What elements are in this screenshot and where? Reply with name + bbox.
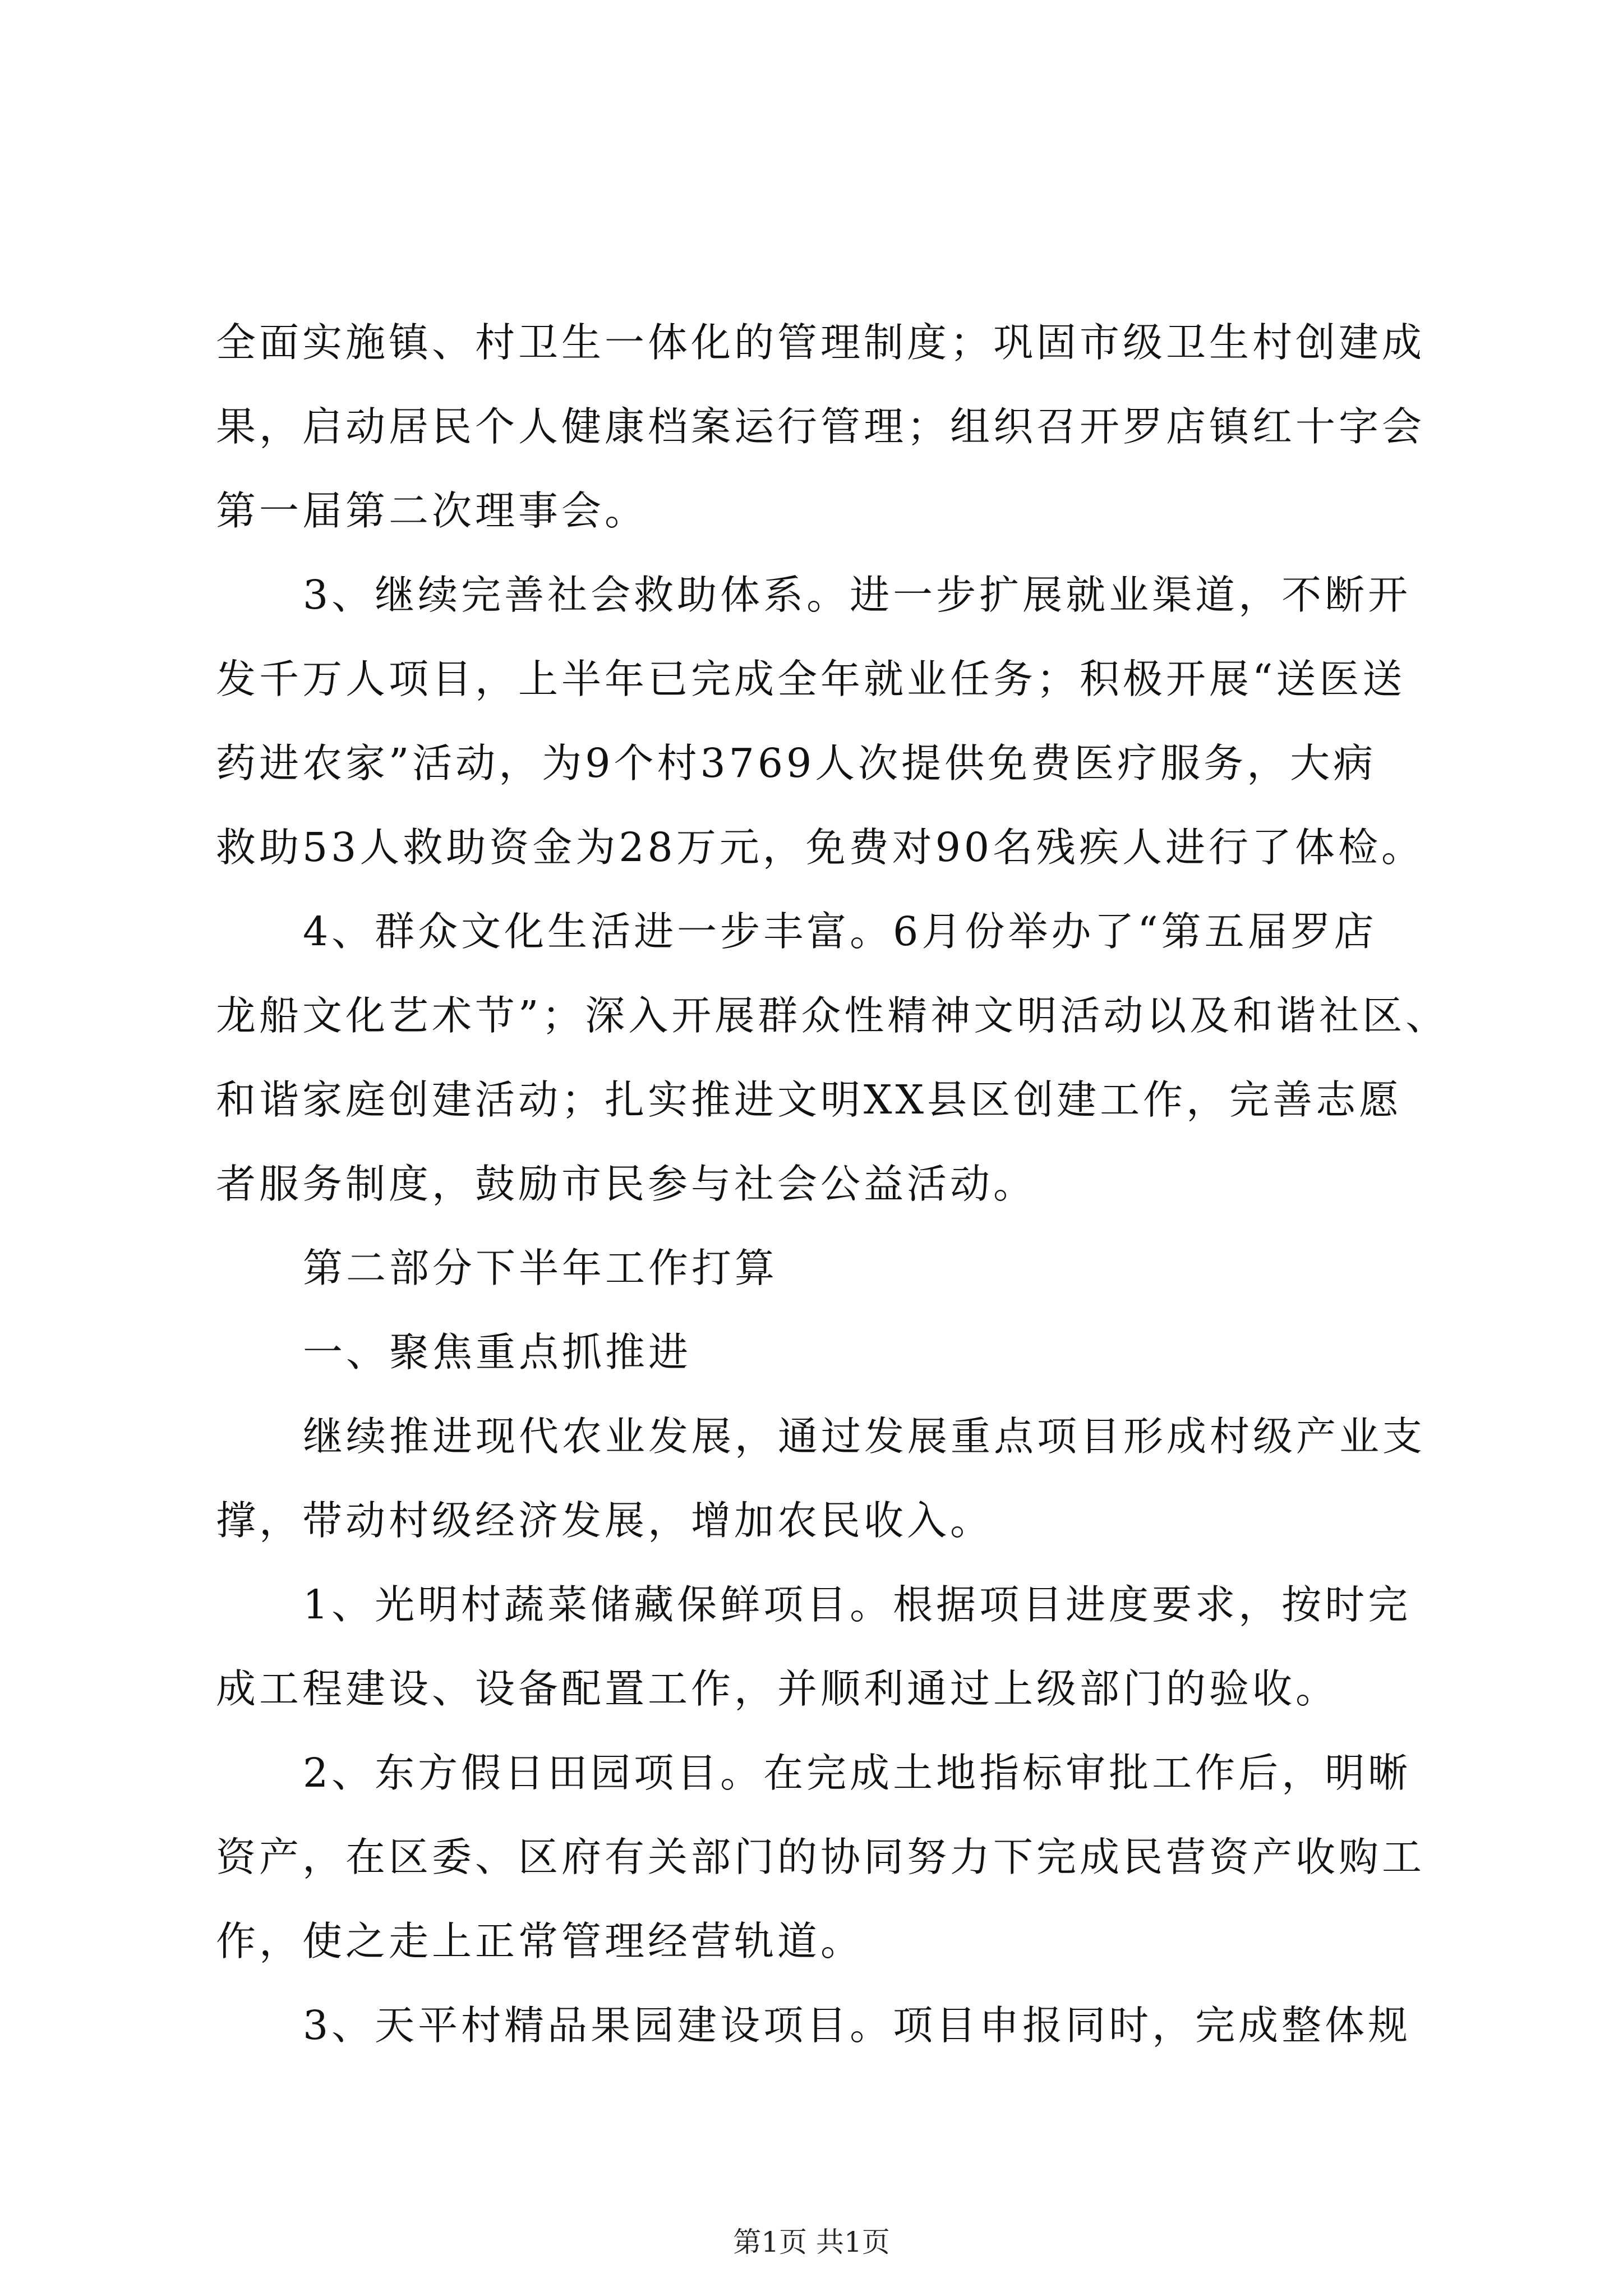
body-text-line: 龙船文化艺术节”；深入开展群众性精神文明活动以及和谐社区、: [216, 992, 1449, 1039]
body-text-line: 救助53人救助资金为28万元，免费对90名残疾人进行了体检。: [216, 824, 1425, 871]
body-text-line: 药进农家”活动，为9个村3769人次提供免费医疗服务，大病: [216, 740, 1377, 786]
body-text-line: 果，启动居民个人健康档案运行管理；组织召开罗店镇红十字会: [216, 403, 1426, 450]
section-heading: 第二部分下半年工作打算: [303, 1245, 778, 1291]
body-text-line: 继续推进现代农业发展，通过发展重点项目形成村级产业支: [303, 1413, 1426, 1460]
body-text-line: 全面实施镇、村卫生一体化的管理制度；巩固市级卫生村创建成: [216, 319, 1426, 366]
body-text-line: 1、光明村蔬菜储藏保鲜项目。根据项目进度要求，按时完: [303, 1581, 1412, 1628]
page-footer: 第1页 共1页: [733, 2226, 890, 2258]
body-text-line: 成工程建设、设备配置工作，并顺利通过上级部门的验收。: [216, 1665, 1339, 1712]
body-text-line: 者服务制度，鼓励市民参与社会公益活动。: [216, 1161, 1037, 1207]
body-text-line: 撑，带动村级经济发展，增加农民收入。: [216, 1497, 994, 1544]
body-text-line: 4、群众文化生活进一步丰富。6月份举办了“第五届罗店: [303, 908, 1377, 955]
body-text-line: 3、天平村精品果园建设项目。项目申报同时，完成整体规: [303, 2002, 1412, 2049]
subsection-heading: 一、聚焦重点抓推进: [303, 1329, 692, 1375]
body-text-line: 2、东方假日田园项目。在完成土地指标审批工作后，明晰: [303, 1750, 1412, 1796]
body-text-line: 和谐家庭创建活动；扎实推进文明XX县区创建工作，完善志愿: [216, 1076, 1403, 1123]
body-text-line: 第一届第二次理事会。: [216, 487, 648, 534]
body-text-line: 发千万人项目，上半年已完成全年就业任务；积极开展“送医送: [216, 656, 1406, 702]
body-text-line: 作，使之走上正常管理经营轨道。: [216, 1918, 864, 1964]
body-text-line: 3、继续完善社会救助体系。进一步扩展就业渠道，不断开: [303, 572, 1412, 618]
body-text-line: 资产，在区委、区府有关部门的协同努力下完成民营资产收购工: [216, 1834, 1426, 1880]
